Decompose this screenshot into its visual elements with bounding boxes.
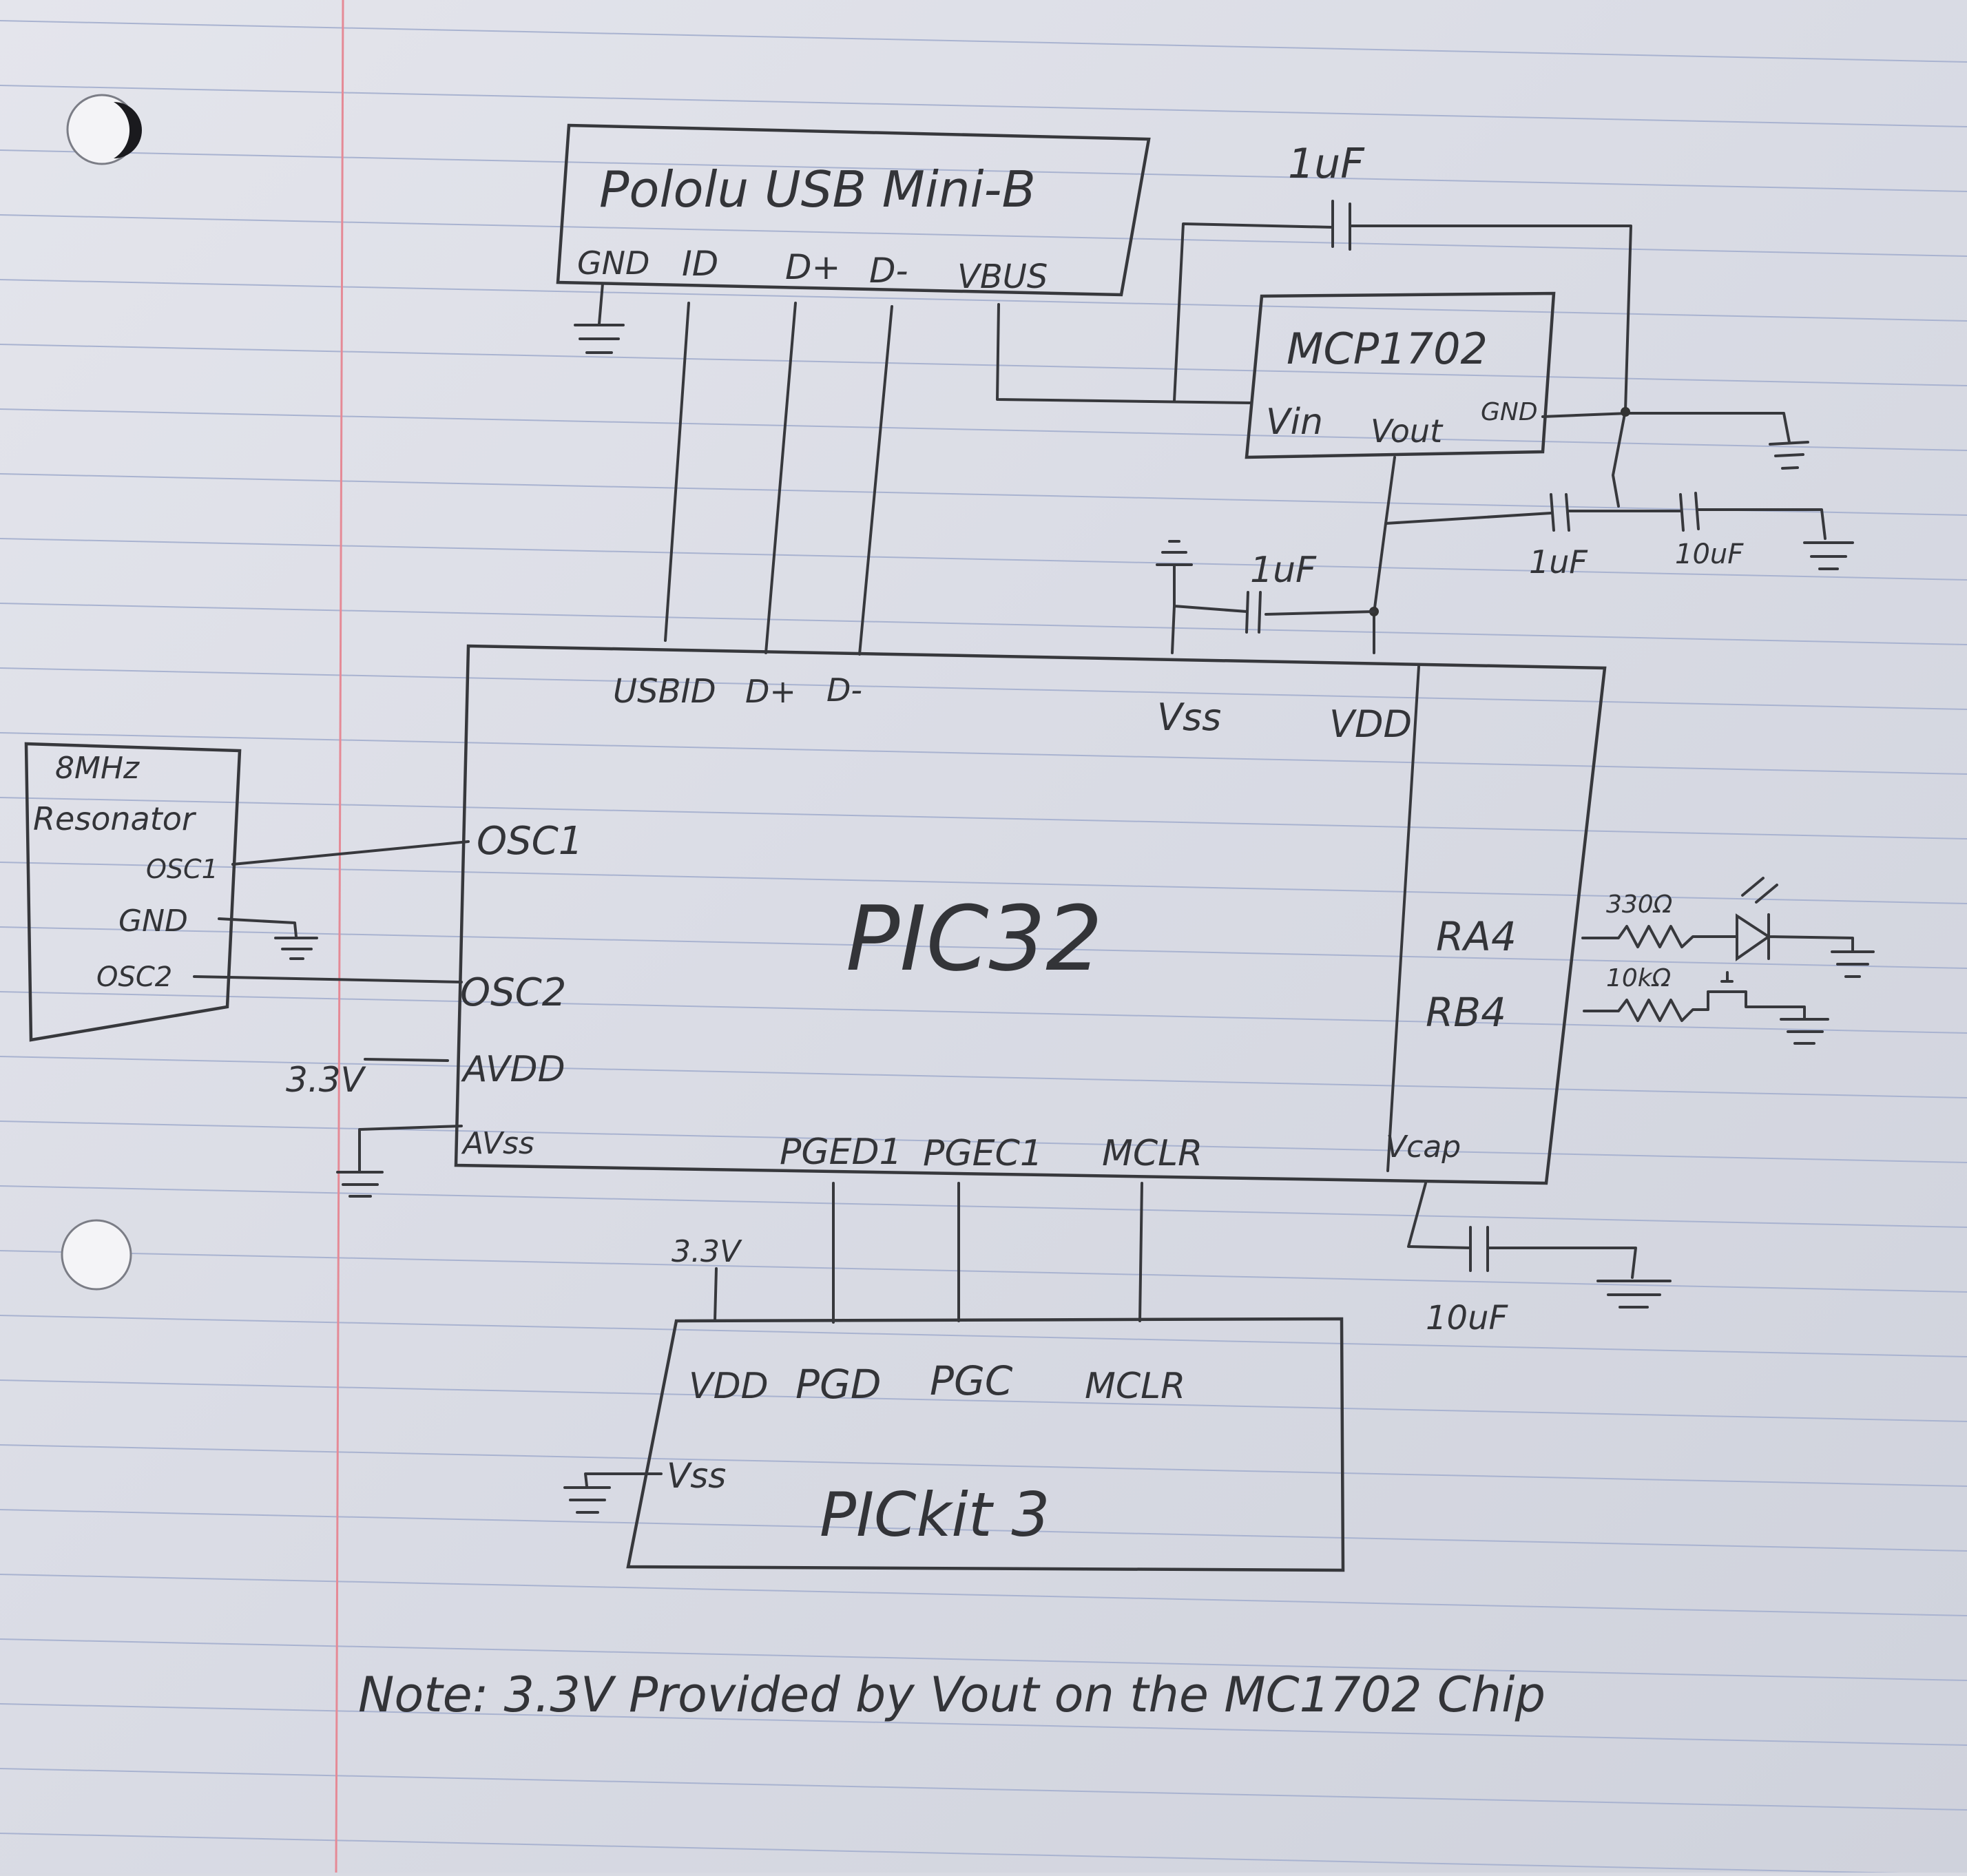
binder-hole-bottom <box>62 1220 131 1289</box>
led-symbol <box>1737 916 1769 959</box>
rule-line <box>0 1251 1967 1292</box>
wire-dminus <box>860 306 892 654</box>
resonator-pin-osc2: OSC2 <box>96 961 173 993</box>
vcap-cap-label: 10uF <box>1426 1299 1508 1337</box>
pickit-title: PICkit 3 <box>820 1479 1050 1550</box>
pic32-pin-vcap: Vcap <box>1386 1129 1461 1165</box>
rule-line <box>0 992 1967 1033</box>
rule-line <box>0 1574 1967 1616</box>
pic32-pin-dminus: D- <box>826 671 863 709</box>
pic32-pin-usbid: USBID <box>613 672 716 711</box>
pic32-pin-avss: AVss <box>463 1126 534 1161</box>
rule-line <box>0 1315 1967 1357</box>
rule-line <box>0 668 1967 709</box>
wire-vbus <box>997 304 1250 403</box>
pic32-pin-dplus: D+ <box>745 673 796 710</box>
rule-line <box>0 344 1967 386</box>
usb-connector <box>558 125 1149 296</box>
cap-vdd-label: 1uF <box>1250 550 1316 591</box>
pic32-pin-vdd: VDD <box>1329 702 1413 746</box>
rule-line <box>0 539 1967 580</box>
rule-line <box>0 1833 1967 1873</box>
usb-pin-dplus: D+ <box>785 247 841 287</box>
pic32-title: PIC32 <box>846 886 1103 991</box>
usb-pin-gnd: GND <box>577 244 650 282</box>
pickit-pin-vss: Vss <box>667 1456 727 1496</box>
resonator-pin-osc1: OSC1 <box>146 854 218 884</box>
regulator-pin-vout: Vout <box>1371 413 1443 450</box>
cap-out1-label: 1uF <box>1529 543 1588 581</box>
usb-pin-vbus: VBUS <box>957 258 1048 296</box>
pickit-pin-pgd: PGD <box>795 1361 882 1408</box>
pic32-pin-osc2: OSC2 <box>460 970 567 1015</box>
pickit-vdd-supply-label: 3.3V <box>672 1234 741 1269</box>
rule-line <box>0 85 1967 127</box>
led-resistor-label: 330Ω <box>1606 890 1673 919</box>
pic32-pin-vss: Vss <box>1157 696 1222 739</box>
pic32-pin-pgec1: PGEC1 <box>923 1133 1043 1174</box>
pickit-pin-mclr: MCLR <box>1085 1366 1186 1407</box>
pic32 <box>456 646 1605 1183</box>
pic32-pin-ra4: RA4 <box>1436 913 1517 960</box>
pickit-pin-pgc: PGC <box>930 1357 1013 1404</box>
rule-line <box>0 603 1967 645</box>
schematic-note: Note: 3.3V Provided by Vout on the MC1702 Chip <box>358 1667 1546 1723</box>
rule-line <box>0 474 1967 515</box>
avdd-supply-label: 3.3V <box>286 1060 364 1100</box>
pickit-pin-vdd: VDD <box>689 1366 769 1407</box>
pic32-pin-rb4: RB4 <box>1426 989 1506 1036</box>
junction-gnd <box>1621 407 1630 417</box>
wire-usbid <box>665 303 689 640</box>
regulator-title: MCP1702 <box>1287 324 1488 374</box>
rule-line <box>0 21 1967 62</box>
button-resistor-label: 10kΩ <box>1606 964 1672 992</box>
usb-title: Pololu USB Mini-B <box>599 160 1036 218</box>
resonator-pin-gnd: GND <box>118 904 188 939</box>
pickit3 <box>628 1319 1343 1570</box>
rule-line <box>0 1186 1967 1227</box>
pic32-pin-osc1: OSC1 <box>477 819 583 864</box>
margin-line <box>336 0 343 1873</box>
pic32-pin-mclr: MCLR <box>1102 1133 1203 1174</box>
rule-line <box>0 1769 1967 1810</box>
wire-dplus <box>766 303 795 653</box>
rule-line <box>0 733 1967 774</box>
cap-top-label: 1uF <box>1288 140 1364 188</box>
wire-mclr <box>1140 1183 1142 1321</box>
regulator-pin-vin: Vin <box>1266 402 1323 443</box>
usb-pin-id: ID <box>682 244 719 284</box>
usb-pin-dminus: D- <box>869 251 908 291</box>
cap-out2-label: 10uF <box>1675 539 1744 570</box>
rule-line <box>0 215 1967 256</box>
pic32-pin-pged1: PGED1 <box>780 1132 902 1173</box>
resonator-title-line2: Resonator <box>33 800 195 837</box>
rule-line <box>0 409 1967 450</box>
pic32-pin-avdd: AVDD <box>463 1049 565 1090</box>
regulator-pin-gnd: GND <box>1481 398 1538 426</box>
rule-line <box>0 798 1967 839</box>
resonator-title-line1: 8MHz <box>55 751 140 786</box>
